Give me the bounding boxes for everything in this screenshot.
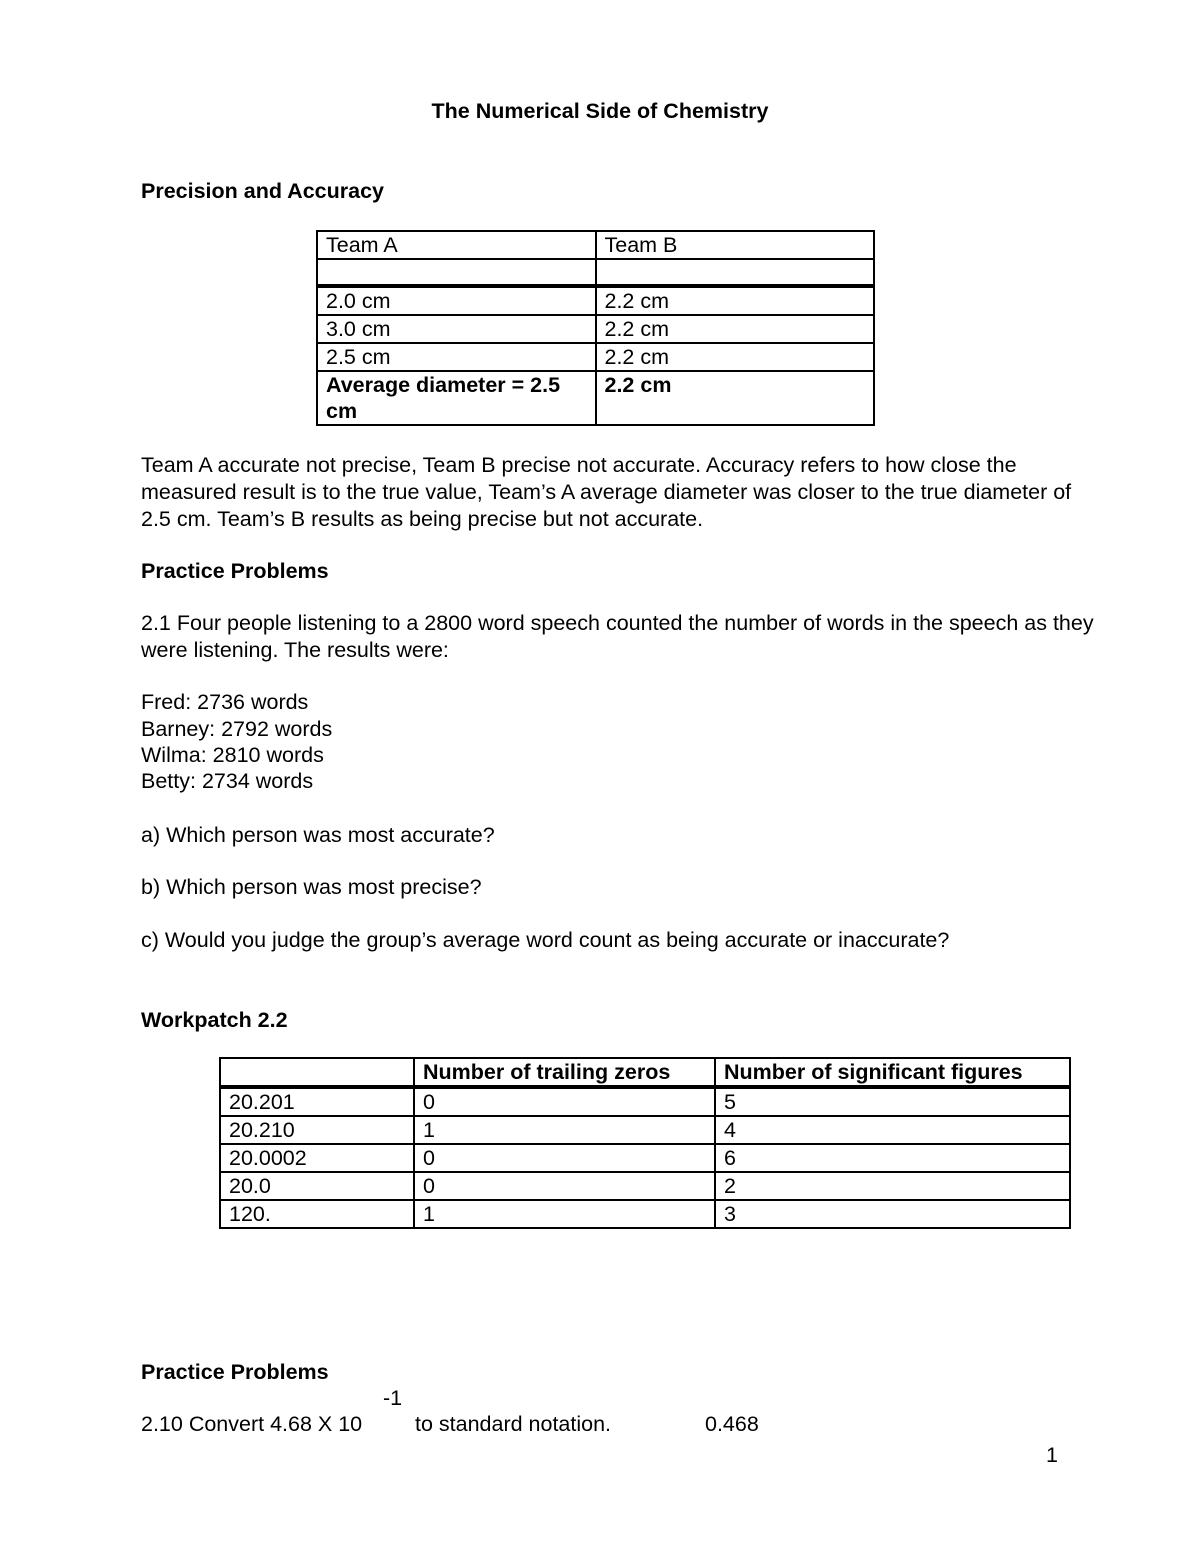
average-team-b: 2.2 cm	[596, 371, 875, 425]
table-blank-row	[317, 259, 874, 286]
table-cell: 6	[715, 1144, 1070, 1172]
problem-2-10-answer: 0.468	[705, 1412, 759, 1436]
section-heading-practice-2: Practice Problems	[141, 1360, 329, 1384]
question-c: c) Would you judge the group’s average word count as being accurate or inaccurate?	[141, 928, 950, 952]
table-row	[220, 1200, 1070, 1228]
header-team-a: Team A	[317, 231, 596, 259]
problem-2-10-suffix: to standard notation.	[415, 1412, 612, 1436]
table-header-row	[220, 1058, 1070, 1087]
header-team-b: Team B	[596, 231, 875, 259]
table-cell: 2.5 cm	[317, 343, 596, 371]
table-cell: 2.2 cm	[596, 286, 875, 315]
table-cell: 20.0	[220, 1172, 414, 1200]
table-row	[317, 286, 874, 315]
header-trailing-zeros: Number of trailing zeros	[414, 1058, 715, 1087]
table-cell: 3.0 cm	[317, 315, 596, 343]
problem-2-1: 2.1 Four people listening to a 2800 word speech counted the number of words in the speech as they were listening. The results were:	[141, 611, 1094, 662]
table-row	[220, 1087, 1070, 1116]
table-cell: 5	[715, 1087, 1070, 1116]
table-average-row	[317, 371, 874, 425]
table-row	[317, 315, 874, 343]
significant-figures-table	[219, 1057, 1071, 1229]
table-cell: 2.0 cm	[317, 286, 596, 315]
table-cell: 20.210	[220, 1116, 414, 1144]
table-cell: 1	[414, 1200, 715, 1228]
question-b: b) Which person was most precise?	[141, 875, 482, 899]
table-cell: 0	[414, 1172, 715, 1200]
header-value	[220, 1058, 414, 1087]
result-barney: Barney: 2792 words	[141, 717, 333, 741]
table-cell: 2	[715, 1172, 1070, 1200]
table-cell: 20.0002	[220, 1144, 414, 1172]
table-cell: 1	[414, 1116, 715, 1144]
section-heading-workpatch: Workpatch 2.2	[141, 1008, 288, 1032]
problem-2-10-prefix: 2.10 Convert 4.68 X 10	[141, 1412, 363, 1436]
result-betty: Betty: 2734 words	[141, 769, 314, 793]
table-cell: 2.2 cm	[596, 343, 875, 371]
table-cell: 0	[414, 1087, 715, 1116]
table-cell: 3	[715, 1200, 1070, 1228]
question-a: a) Which person was most accurate?	[141, 823, 495, 847]
table-cell: 0	[414, 1144, 715, 1172]
accuracy-explanation: Team A accurate not precise, Team B precise not accurate. Accuracy refers to how close the measured result is to the true value, Team’s A average diameter was closer to the true diameter of 2.5 cm. Team’s B results as being precise but not accurate.	[141, 453, 1072, 531]
section-heading-precision: Precision and Accuracy	[141, 179, 384, 203]
table-cell: 20.201	[220, 1087, 414, 1116]
page-number: 1	[1046, 1443, 1058, 1467]
table-cell: 4	[715, 1116, 1070, 1144]
table-cell: 120.	[220, 1200, 414, 1228]
table-row	[317, 343, 874, 371]
result-wilma: Wilma: 2810 words	[141, 743, 324, 767]
header-significant-figures: Number of significant figures	[715, 1058, 1070, 1087]
section-heading-practice-1: Practice Problems	[141, 559, 329, 583]
table-row	[220, 1144, 1070, 1172]
table-row	[220, 1116, 1070, 1144]
table-cell: 2.2 cm	[596, 315, 875, 343]
table-cell	[317, 259, 596, 286]
table-row	[220, 1172, 1070, 1200]
team-measurements-table	[316, 230, 875, 426]
result-fred: Fred: 2736 words	[141, 690, 309, 714]
average-team-a: Average diameter = 2.5 cm	[317, 371, 596, 425]
page-title: The Numerical Side of Chemistry	[431, 99, 769, 123]
table-cell	[596, 259, 875, 286]
exponent: -1	[383, 1386, 403, 1410]
table-header-row	[317, 231, 874, 259]
